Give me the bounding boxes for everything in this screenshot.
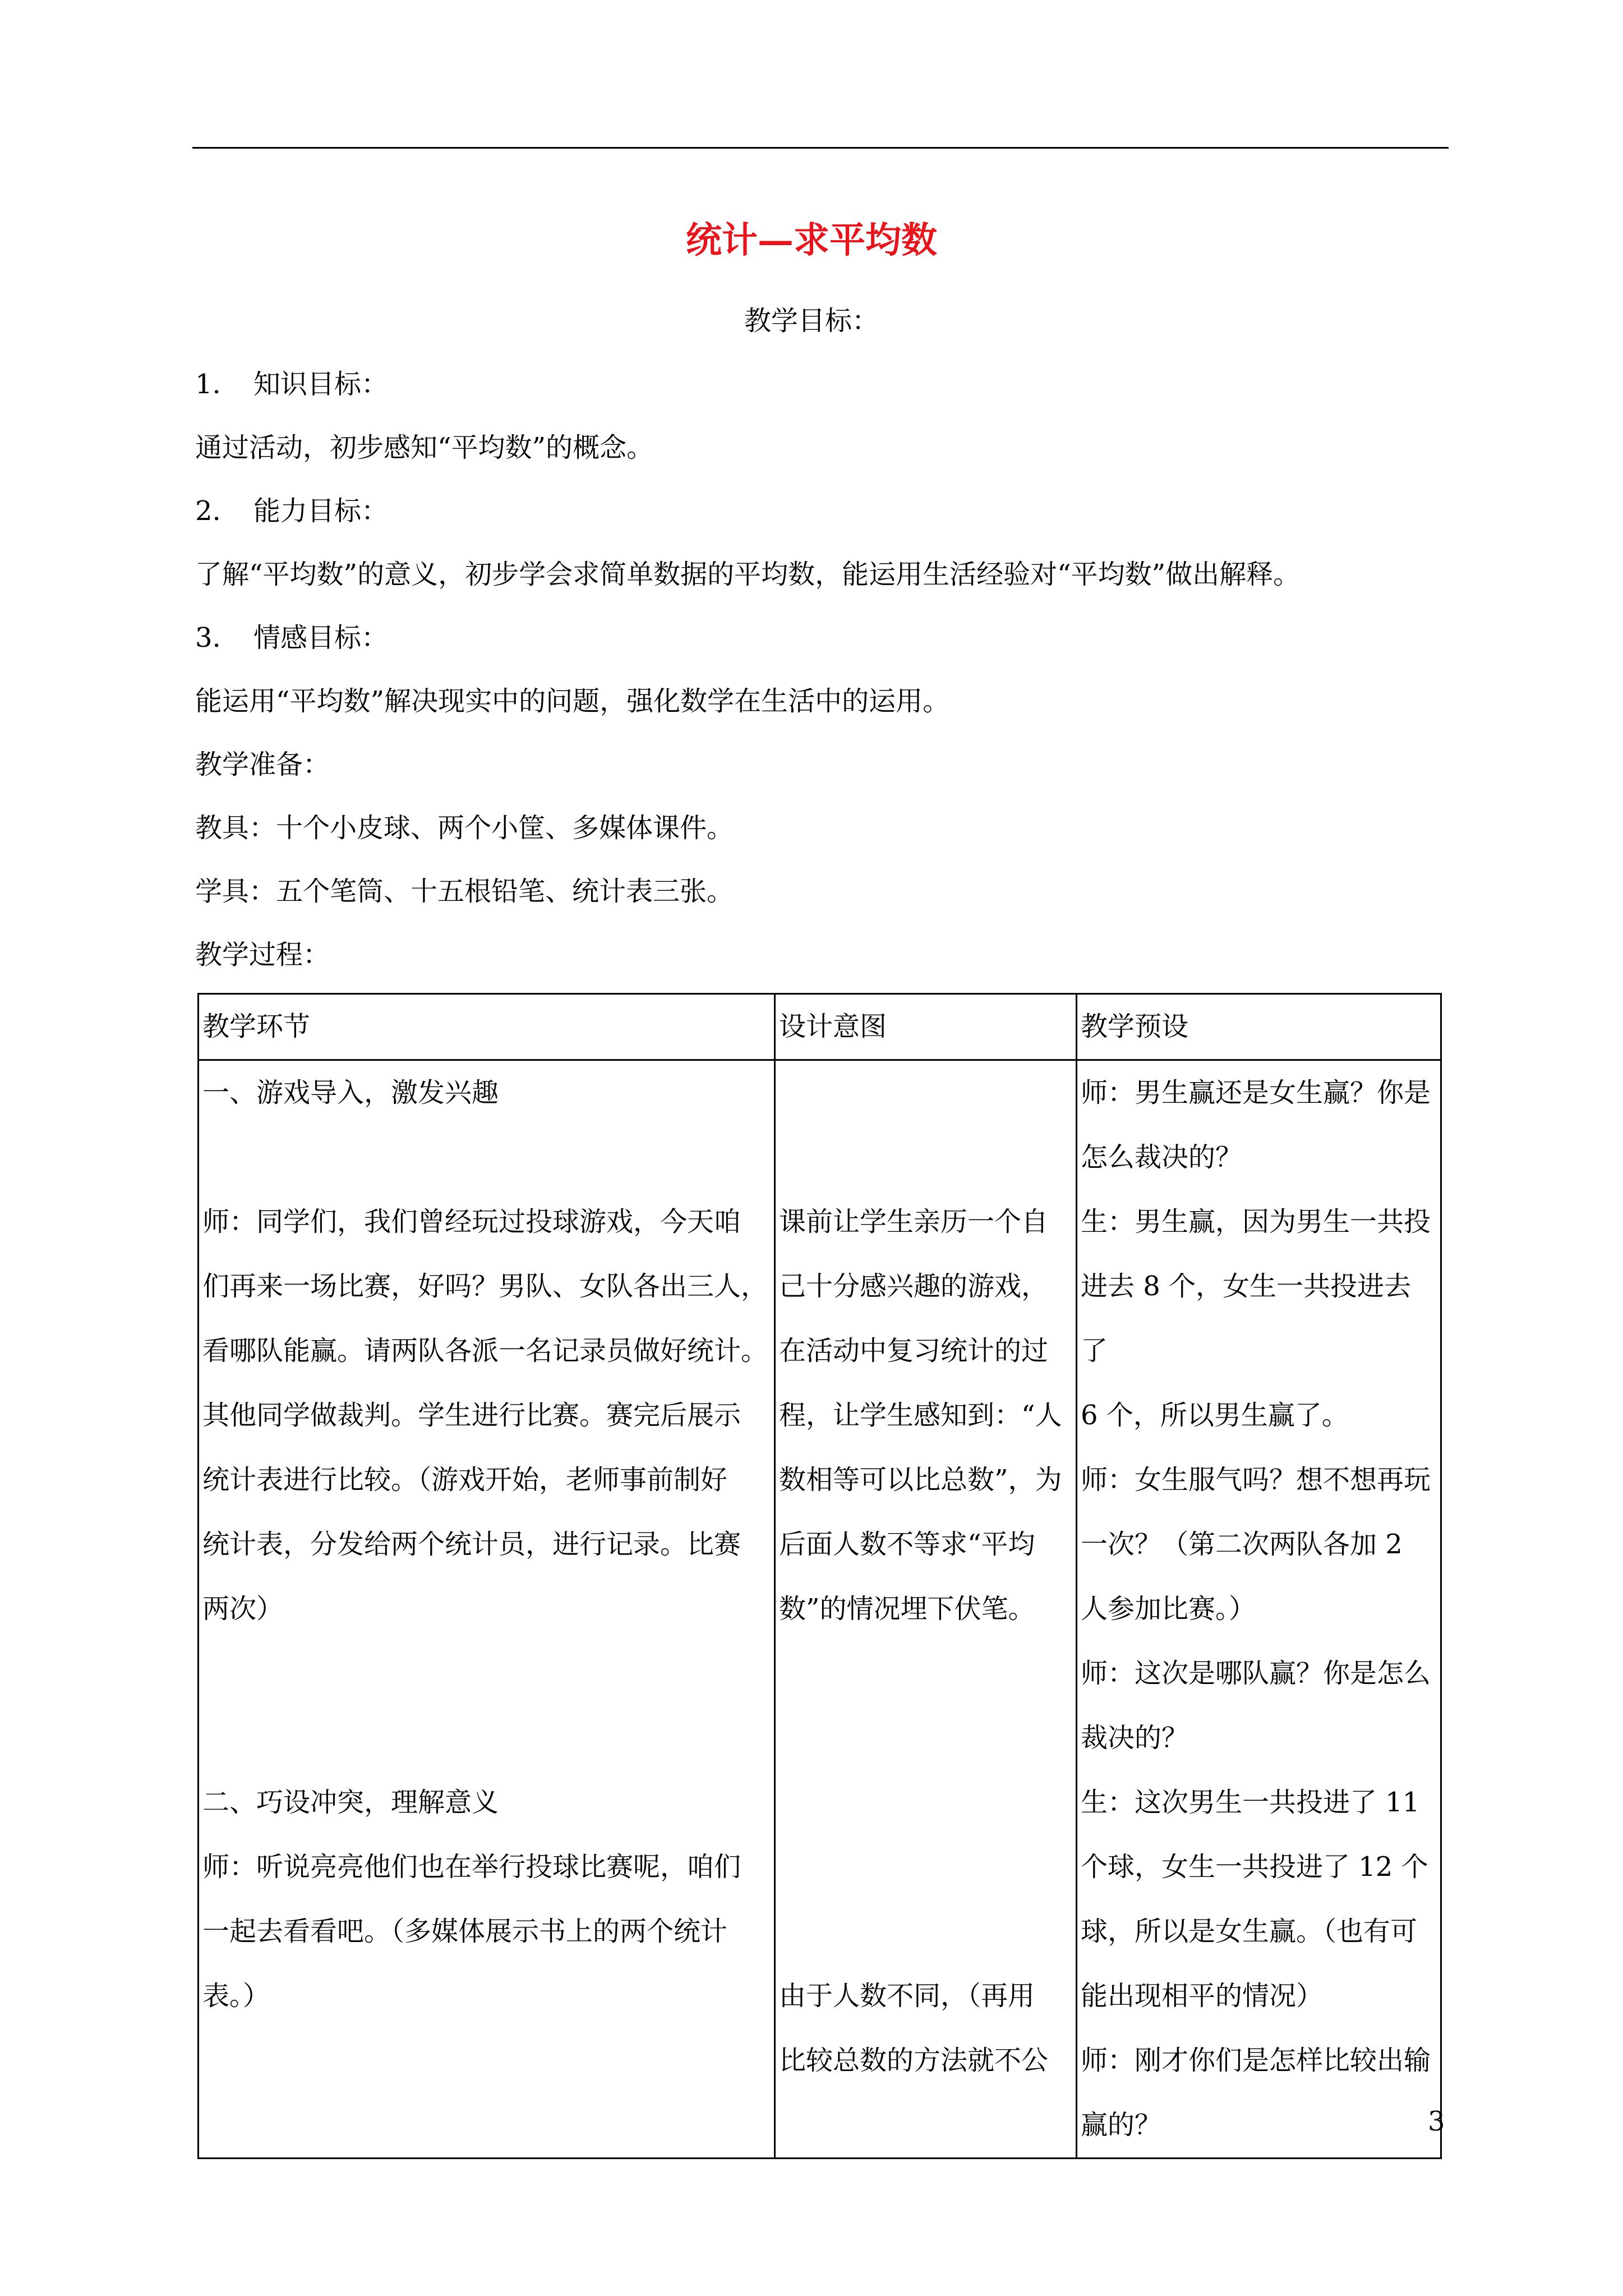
section-2-title: 二、巧设冲突，理解意义 <box>202 1787 499 1818</box>
intent-1-text: 课前让学生亲历一个自 己十分感兴趣的游戏， 在活动中复习统计的过 程，让学生感知到：“人 数相等可以比总数”，为 后面人数不等求“平均 数”的情况埋下伏笔。 <box>779 1206 1062 1625</box>
teaching-step-cell <box>199 1060 775 2159</box>
objective-3-heading <box>195 620 388 656</box>
student-tools: 学具：五个笔筒、十五根铅笔、统计表三张。 <box>195 876 734 907</box>
header-teaching-preset: 教学预设 <box>1077 994 1441 1060</box>
objective-3-text: 能运用“平均数”解决现实中的问题，强化数学在生活中的运用。 <box>195 685 950 717</box>
section-1-title: 一、游戏导入，激发兴趣 <box>202 1077 499 1108</box>
header-teaching-step: 教学环节 <box>199 994 775 1060</box>
header-design-intent: 设计意图 <box>775 994 1077 1060</box>
design-intent-cell <box>775 1060 1077 2159</box>
objective-2-heading <box>195 493 388 529</box>
objective-2-text: 了解“平均数”的意义，初步学会求简单数据的平均数，能运用生活经验对“平均数”做出解释。 <box>195 559 1301 590</box>
teaching-preset-cell <box>1077 1060 1441 2159</box>
table-header-row <box>199 994 1441 1060</box>
intent-2-text: 由于人数不同，（再用 比较总数的方法就不公 <box>779 1980 1049 2076</box>
objective-3-label: 情感目标： <box>253 622 389 654</box>
objective-2-label: 能力目标： <box>253 495 389 527</box>
table-row <box>199 1060 1441 2159</box>
objective-1-text: 通过活动，初步感知“平均数”的概念。 <box>195 432 654 463</box>
section-1-text: 师：同学们，我们曾经玩过投球游戏，今天咱 们再来一场比赛，好吗？男队、女队各出三人， 看哪队能赢。请两队各派一名记录员做好统计。 其他同学做裁判。学生进行比赛。赛完后展示 统计表进行比较。（游戏开始，老师事前制好 统计表，分发给两个统计员，进行记录。比赛 两次） <box>202 1206 768 1625</box>
header-rule <box>192 147 1449 149</box>
preset-text: 师：男生赢还是女生赢？你是 怎么裁决的？ 生：男生赢，因为男生一共投 进去 8 个，女生一共投进去了 6 个，所以男生赢了。 师：女生服气吗？想不想再玩 一次？（第二次两队各加 2 人参加比赛。） 师：这次是哪队赢？你是怎么 裁决的？ 生：这次男生一共投进了 11 个球，女生一共投进了 12 个 球，所以是女生赢。（也有可 能出现相平的情况） 师：刚才你们是怎样比较出输 赢的？ <box>1081 1077 1431 2141</box>
objective-1-number: 1. <box>195 369 221 400</box>
page-number: 3 <box>1428 2106 1445 2137</box>
preparation-heading: 教学准备： <box>195 749 330 780</box>
teacher-tools: 教具：十个小皮球、两个小筐、多媒体课件。 <box>195 812 734 844</box>
objective-1-heading <box>195 366 388 402</box>
process-heading: 教学过程： <box>195 939 330 970</box>
teaching-process-table <box>197 993 1442 2159</box>
objective-3-number: 3. <box>195 622 221 654</box>
objectives-heading: 教学目标： <box>744 305 879 337</box>
document-title: 统计—求平均数 <box>686 219 937 261</box>
section-2-text: 师：听说亮亮他们也在举行投球比赛呢，咱们 一起去看看吧。（多媒体展示书上的两个统计 表。） <box>202 1851 741 2012</box>
objective-1-label: 知识目标： <box>253 369 389 400</box>
objective-2-number: 2. <box>195 495 221 527</box>
